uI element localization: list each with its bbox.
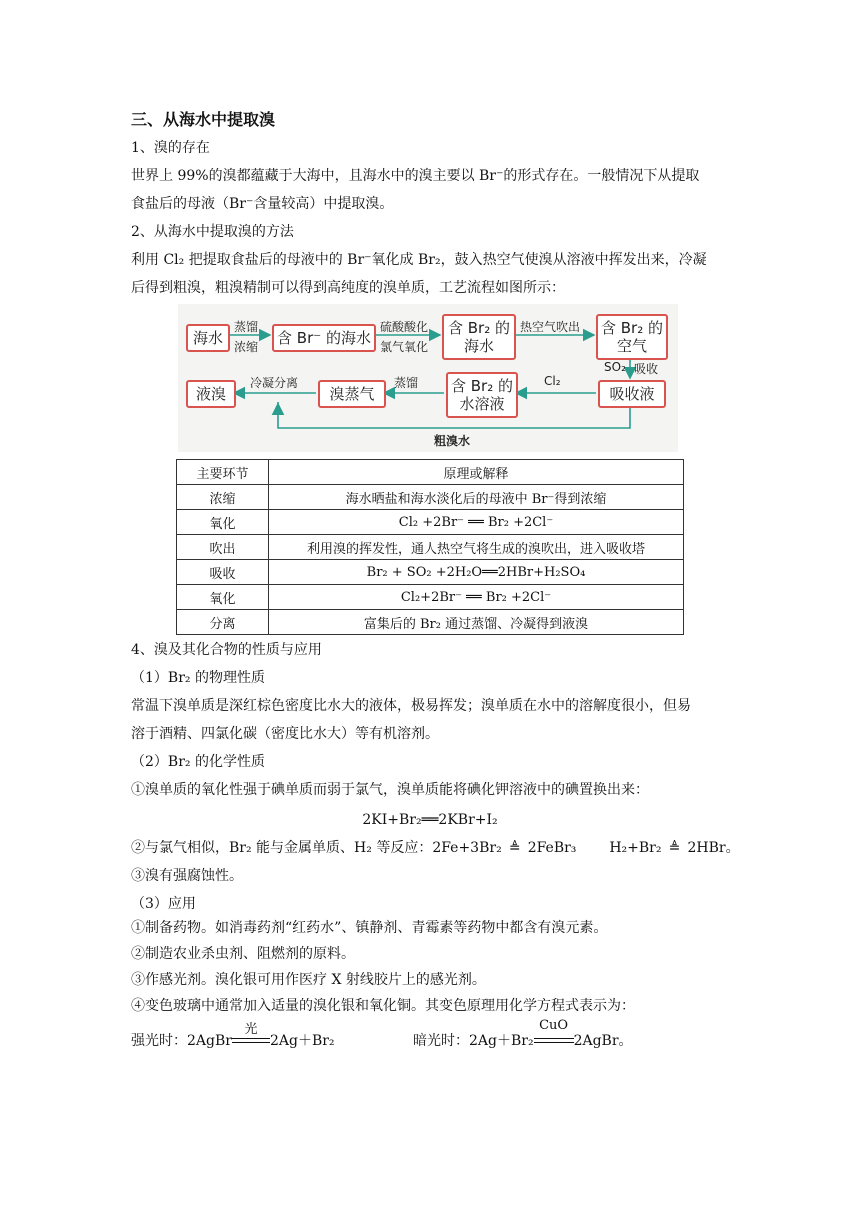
paragraph-line: 利用 Cl₂ 把提取食盐后的母液中的 Br⁻氧化成 Br₂，鼓入热空气使溴从溶液中挥发出来，冷凝 <box>131 252 707 268</box>
process-table <box>176 459 684 635</box>
table-cell: 分离 <box>177 610 269 635</box>
equation-strong-light <box>131 1018 335 1054</box>
table-cell: 吹出 <box>177 535 269 560</box>
label-crude-bromine-water: 粗溴水 <box>434 434 471 448</box>
label-distill: 蒸馏 <box>394 376 419 390</box>
equation-text: 2Ag＋Br₂ <box>269 1033 335 1049</box>
box-br2-seawater <box>442 314 516 360</box>
paragraph-line: 世界上 99%的溴都蕴藏于大海中，且海水中的溴主要以 Br⁻的形式存在。一般情况下从提取 <box>131 168 700 184</box>
subsection-title: 1、溴的存在 <box>131 140 210 156</box>
box-br-seawater: 含 Br⁻ 的海水 <box>272 324 376 352</box>
list-item: ①制备药物。如消毒药剂“红药水”、镇静剂、青霉素等药物中都含有溴元素。 <box>131 920 608 936</box>
box-br2-solution <box>446 372 518 418</box>
box-br-vapor: 溴蒸气 <box>318 380 386 408</box>
paragraph-line: 食盐后的母液（Br⁻含量较高）中提取溴。 <box>131 196 394 212</box>
equation-text: ②与氯气相似，Br₂ 能与金属单质、H₂ 等反应：2Fe+3Br₂ <box>131 840 502 856</box>
table-cell: 富集后的 Br₂ 通过蒸馏、冷凝得到液溴 <box>269 610 684 635</box>
reaction-arrow <box>232 1018 270 1048</box>
box-br2-solution-line2: 水溶液 <box>459 395 505 413</box>
equation-dark-light <box>413 1018 633 1054</box>
table-row <box>177 585 684 610</box>
reaction-arrow <box>534 1018 574 1048</box>
section-title: 三、从海水中提取溴 <box>131 110 276 129</box>
table-cell: 吸收 <box>177 560 269 585</box>
equation-text: 2HBr。 <box>687 840 740 856</box>
subsection-title: （2）Br₂ 的化学性质 <box>131 754 265 770</box>
table-cell: Cl₂+2Br⁻ ══ Br₂ +2Cl⁻ <box>269 585 684 610</box>
label-cl2: Cl₂ <box>544 374 561 388</box>
equation-text: 暗光时：2Ag＋Br₂ <box>413 1033 534 1049</box>
box-br2-air-line1: 含 Br₂ 的 <box>600 319 663 337</box>
subsection-title: （3）应用 <box>131 896 196 912</box>
list-item: ③作感光剂。溴化银可用作医疗 X 射线胶片上的感光剂。 <box>131 972 486 988</box>
label-condense: 冷凝分离 <box>250 376 299 390</box>
paragraph-line: 溶于酒精、四氯化碳（密度比水大）等有机溶剂。 <box>131 726 439 742</box>
reaction-condition: 光 <box>244 1022 258 1037</box>
table-header: 原理或解释 <box>269 460 684 485</box>
equation-text: 2FeBr₃ <box>527 840 577 856</box>
table-header-row <box>177 460 684 485</box>
label-absorb: 吸收 <box>634 362 659 376</box>
label-hot-air: 热空气吹出 <box>520 320 581 334</box>
paragraph-line: ③溴有强腐蚀性。 <box>131 868 243 884</box>
table-row <box>177 485 684 510</box>
box-liquid-bromine: 液溴 <box>186 380 236 408</box>
equation-fe-h2-line <box>131 838 740 858</box>
heat-equals-symbol: ≜ <box>668 840 681 856</box>
label-concentrate: 浓缩 <box>234 340 259 354</box>
process-flow-diagram <box>178 304 678 452</box>
table-cell: 氧化 <box>177 510 269 535</box>
table-cell: 海水晒盐和海水淡化后的母液中 Br⁻得到浓缩 <box>269 485 684 510</box>
box-br2-air <box>596 314 668 360</box>
table-row <box>177 560 684 585</box>
table-cell: 利用溴的挥发性，通人热空气将生成的溴吹出，进入吸收塔 <box>269 535 684 560</box>
paragraph-line: ①溴单质的氧化性强于碘单质而弱于氯气，溴单质能将碘化钾溶液中的碘置换出来： <box>131 782 649 798</box>
list-item: ②制造农业杀虫剂、阻燃剂的原料。 <box>131 946 355 962</box>
equation-text: H₂+Br₂ <box>609 840 662 856</box>
table-cell: 氧化 <box>177 585 269 610</box>
table-cell: 浓缩 <box>177 485 269 510</box>
label-evaporate: 蒸馏 <box>234 320 259 334</box>
reaction-condition: CuO <box>539 1018 569 1033</box>
label-chlorine-oxidize: 氯气氧化 <box>380 340 429 354</box>
box-br2-seawater-line2: 海水 <box>463 337 494 355</box>
paragraph-line: 常温下溴单质是深红棕色密度比水大的液体，极易挥发；溴单质在水中的溶解度很小，但易 <box>131 698 691 714</box>
box-br2-solution-line1: 含 Br₂ 的 <box>450 377 513 395</box>
box-br2-seawater-line1: 含 Br₂ 的 <box>447 319 510 337</box>
table-row <box>177 510 684 535</box>
subsection-title: 4、溴及其化合物的性质与应用 <box>131 642 322 658</box>
subsection-title: 2、从海水中提取溴的方法 <box>131 224 294 240</box>
list-item: ④变色玻璃中通常加入适量的溴化银和氧化铜。其变色原理用化学方程式表示为： <box>131 998 635 1014</box>
box-seawater: 海水 <box>186 324 230 352</box>
equation-ki-br2: 2KI+Br₂══2KBr+I₂ <box>362 812 498 828</box>
equation-text: 强光时：2AgBr <box>131 1033 232 1049</box>
label-acidify: 硫酸酸化 <box>380 320 429 334</box>
table-row <box>177 535 684 560</box>
heat-equals-symbol: ≜ <box>508 840 521 856</box>
label-so2: SO₂ <box>604 360 626 374</box>
subsection-title: （1）Br₂ 的物理性质 <box>131 670 265 686</box>
table-cell: Cl₂ +2Br⁻ ══ Br₂ +2Cl⁻ <box>269 510 684 535</box>
table-row <box>177 610 684 635</box>
box-absorb-liquid: 吸收液 <box>598 380 666 408</box>
table-cell: Br₂ + SO₂ +2H₂O══2HBr+H₂SO₄ <box>269 560 684 585</box>
box-br2-air-line2: 空气 <box>616 337 647 355</box>
equation-text: 2AgBr。 <box>573 1033 633 1049</box>
paragraph-line: 后得到粗溴，粗溴精制可以得到高纯度的溴单质，工艺流程如图所示： <box>131 280 565 296</box>
table-header: 主要环节 <box>177 460 269 485</box>
